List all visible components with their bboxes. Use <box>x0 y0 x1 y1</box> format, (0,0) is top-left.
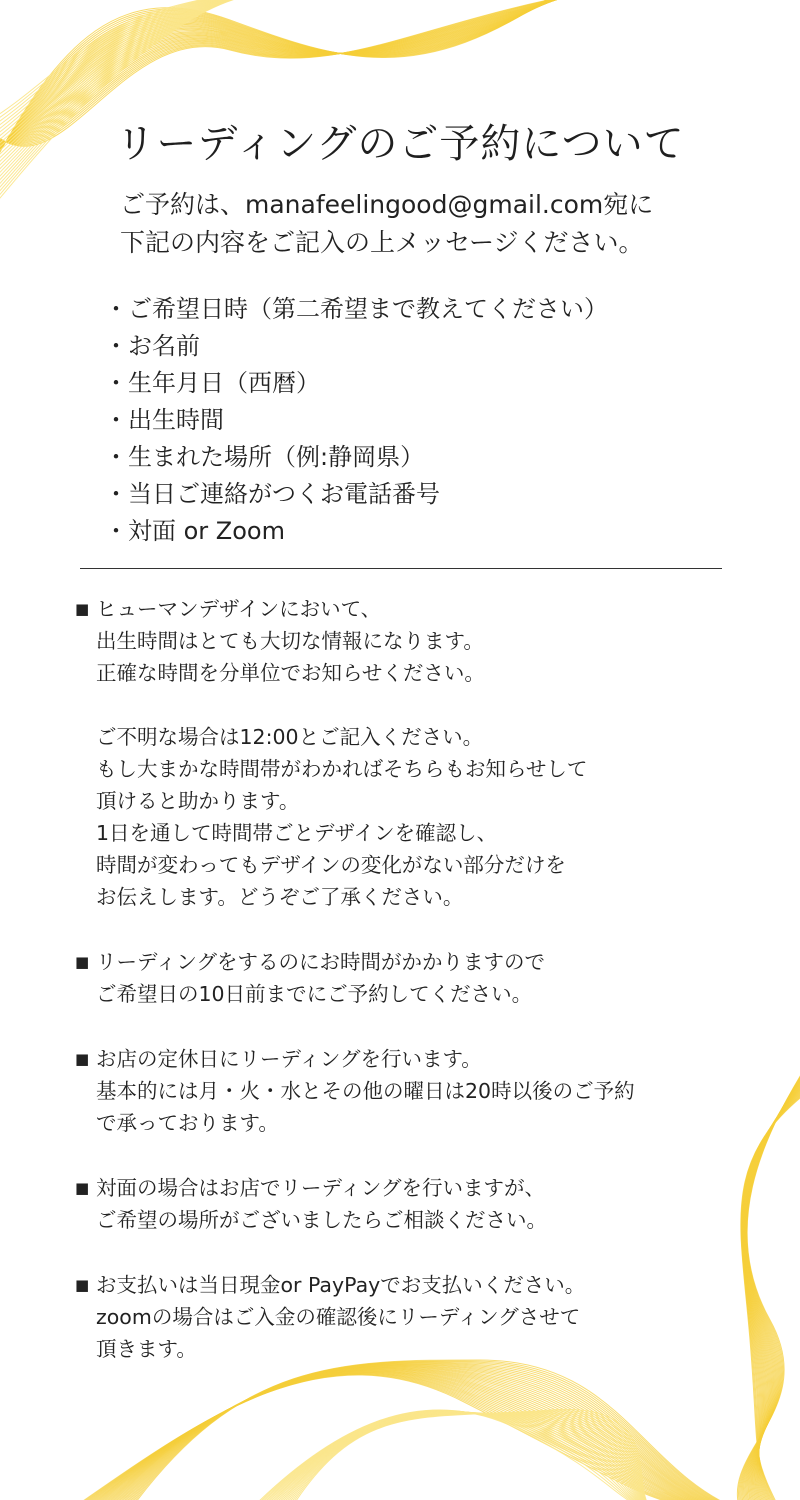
note-line: ■ リーディングをするのにお時間がかかりますので <box>75 946 775 978</box>
list-item: ・ ご希望日時（第二希望まで教えてください） <box>104 291 608 328</box>
note-line: ■ お支払いは当日現金or PayPayでお支払いください。 <box>75 1269 775 1301</box>
note-payment <box>75 1269 775 1365</box>
note-schedule <box>75 1043 775 1139</box>
note-line: ご希望日の10日前までにご予約してください。 <box>96 982 533 1006</box>
note-location <box>75 1172 775 1236</box>
list-item: ・ 生まれた場所（例:静岡県） <box>104 439 608 476</box>
list-item: ・ お名前 <box>104 328 608 365</box>
intro-line: 下記の内容をご記入の上メッセージください。 <box>120 228 644 257</box>
note-line: もし大まかな時間帯がわかればそちらもお知らせして <box>96 757 588 781</box>
note-line: zoomの場合はご入金の確認後にリーディングさせて <box>96 1305 581 1329</box>
note-line: ご不明な場合は12:00とご記入ください。 <box>96 725 484 749</box>
note-line: 頂きます。 <box>96 1337 197 1361</box>
note-line: ご希望の場所がございましたらご相談ください。 <box>96 1208 547 1232</box>
note-line: で承っております。 <box>96 1111 279 1135</box>
note-line: 出生時間はとても大切な情報になります。 <box>96 629 484 653</box>
note-line: 基本的には月・火・水とその他の曜日は20時以後のご予約 <box>96 1079 635 1103</box>
note-booking-deadline <box>75 946 775 1010</box>
notes-section <box>75 593 775 1398</box>
list-item: ・ 生年月日（西暦） <box>104 365 608 402</box>
note-birth-time <box>75 593 775 913</box>
note-line: お伝えします。どうぞご了承ください。 <box>96 885 464 909</box>
intro-line: ご予約は、manafeelingood@gmail.com宛に <box>120 190 654 219</box>
required-info-list <box>104 291 608 550</box>
note-line: 頂けると助かります。 <box>96 789 300 813</box>
paragraph-gap <box>75 689 775 721</box>
list-item: ・ 対面 or Zoom <box>104 513 608 550</box>
list-item: ・ 当日ご連絡がつくお電話番号 <box>104 476 608 513</box>
intro-text <box>120 186 760 262</box>
note-line: ■ お店の定休日にリーディングを行います。 <box>75 1043 775 1075</box>
list-item: ・ 出生時間 <box>104 402 608 439</box>
page-title: リーディングのご予約について <box>115 121 685 167</box>
note-line: 1日を通して時間帯ごとデザインを確認し、 <box>96 821 498 845</box>
note-line: 時間が変わってもデザインの変化がない部分だけを <box>96 853 566 877</box>
note-line: ■ ヒューマンデザインにおいて、 <box>75 593 775 625</box>
note-line: 正確な時間を分単位でお知らせください。 <box>96 661 485 685</box>
divider <box>80 568 722 569</box>
note-line: ■ 対面の場合はお店でリーディングを行いますが、 <box>75 1172 775 1204</box>
